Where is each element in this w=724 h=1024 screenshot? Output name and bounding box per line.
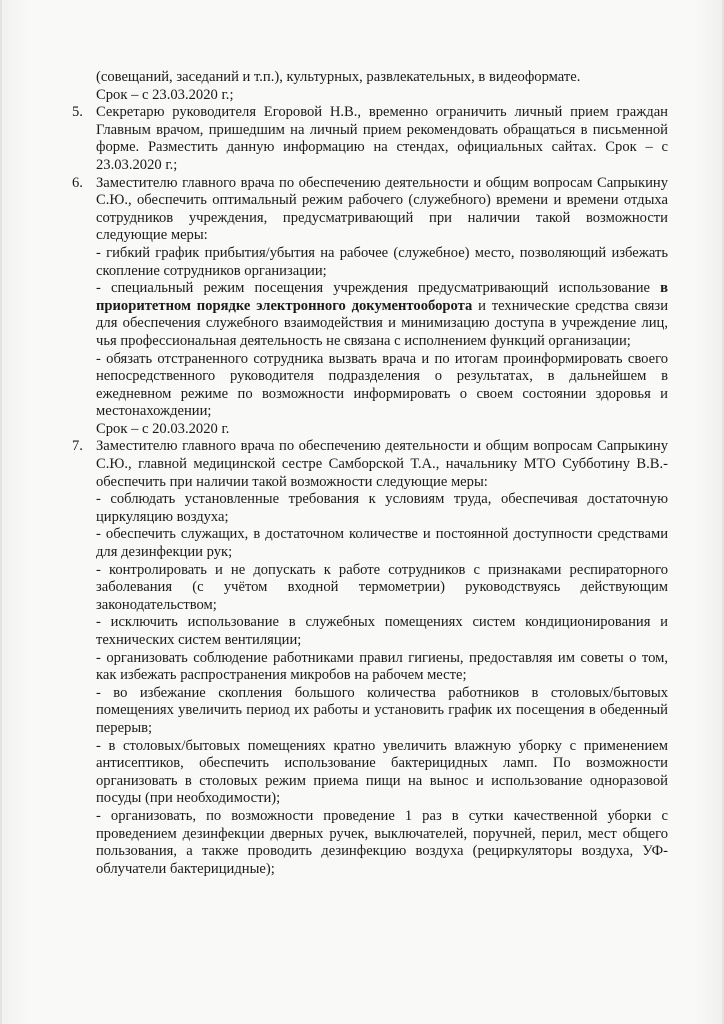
sub-item: - организовать, по возможности проведение 1 раз в сутки качественной уборки с проведением дезинфекции дверных ручек, выключателей, поручней, перил, мест общего пользования, а также проводить дезинфекцию воздуха (рециркуляторы воздуха, УФ-облучатели бактерицидные);	[96, 807, 668, 877]
sub-item: - в столовых/бытовых помещениях кратно увеличить влажную уборку с применением антисептиков, обеспечить использование бактерицидных ламп. По возможности организовать в столовых режим приема пищи на вынос и использование одноразовой посуды (при необходимости);	[96, 737, 668, 807]
item-text: Заместителю главного врача по обеспечению деятельности и общим вопросам Сапрыкину С.Ю., обеспечить оптимальный режим рабочего (служебного) времени и времени отдыха сотрудников учреждения, предусматривающий при наличии такой возможности следующие меры:	[96, 174, 668, 244]
sub-item: - контролировать и не допускать к работе сотрудников с признаками респираторного заболевания (с учётом входной термометрии) руководствуясь действующим законодательством;	[96, 561, 668, 613]
scan-edge-left	[0, 0, 2, 1024]
sub-item: - исключить использование в служебных помещениях систем кондиционирования и технических систем вентиляции;	[96, 614, 668, 648]
list-item-5	[72, 104, 668, 174]
item-text: Заместителю главного врача по обеспечению деятельности и общим вопросам Сапрыкину С.Ю., главной медицинской сестре Самборской Т.А., начальнику МТО Субботину В.В.- обеспечить при наличии такой возможности следующие меры:	[96, 438, 668, 490]
list-item-7	[72, 438, 668, 878]
sub-item: - соблюдать установленные требования к условиям труда, обеспечивая достаточную циркуляцию воздуха;	[96, 491, 668, 525]
sub-item	[96, 280, 668, 350]
sub-item: - обязать отстраненного сотрудника вызвать врача и по итогам проинформировать своего непосредственного руководителя подразделения о результатах, в дальнейшем в ежедневном режиме по возможности информировать о своем состоянии здоровья и местонахождении;	[96, 350, 668, 420]
sub-item-text-start: - специальный режим посещения учреждения предусматривающий использование	[96, 280, 661, 297]
list-item-6	[72, 174, 669, 439]
continuation-deadline: Срок – с 23.03.2020 г.;	[96, 86, 234, 103]
sub-item-text-end: и технические средства связи для обеспечения служебного взаимодействия и минимизацию доступа в учреждение лиц, чья профессиональная деятельность не связана с исполнением функций организации;	[96, 297, 669, 349]
sub-item: - обеспечить служащих, в достаточном количестве и постоянной доступности средствами для дезинфекции рук;	[96, 526, 668, 561]
item-deadline: Срок – с 20.03.2020 г.	[96, 420, 230, 437]
sub-item: - гибкий график прибытия/убытия на рабочее (служебное) место, позволяющий избежать скопление сотрудников организации;	[96, 244, 668, 279]
sub-item-bold-text: в приоритетном порядке электронного документооборота	[96, 280, 668, 314]
item-number: 5.	[72, 104, 83, 121]
sub-item: - организовать соблюдение работниками правил гигиены, предоставляя им советы о том, как избежать распространения микробов на рабочем месте;	[96, 649, 668, 684]
continuation-text: (совещаний, заседаний и т.п.), культурных, развлекательных, в видеоформате.	[96, 69, 581, 85]
item-text: Секретарю руководителя Егоровой Н.В., временно ограничить личный прием граждан Главным врачом, пришедшим на личный прием рекомендовать обращаться в письменной форме. Разместить данную информацию на стендах, официальных сайтах. Срок – с 23.03.2020 г.;	[96, 104, 668, 173]
document-body	[72, 69, 669, 878]
item-number: 6.	[72, 174, 83, 191]
sub-item: - во избежание скопления большого количества работников в столовых/бытовых помещениях увеличить период их работы и установить график их посещения в обеденный перерыв;	[96, 684, 668, 736]
item-number: 7.	[72, 438, 83, 455]
